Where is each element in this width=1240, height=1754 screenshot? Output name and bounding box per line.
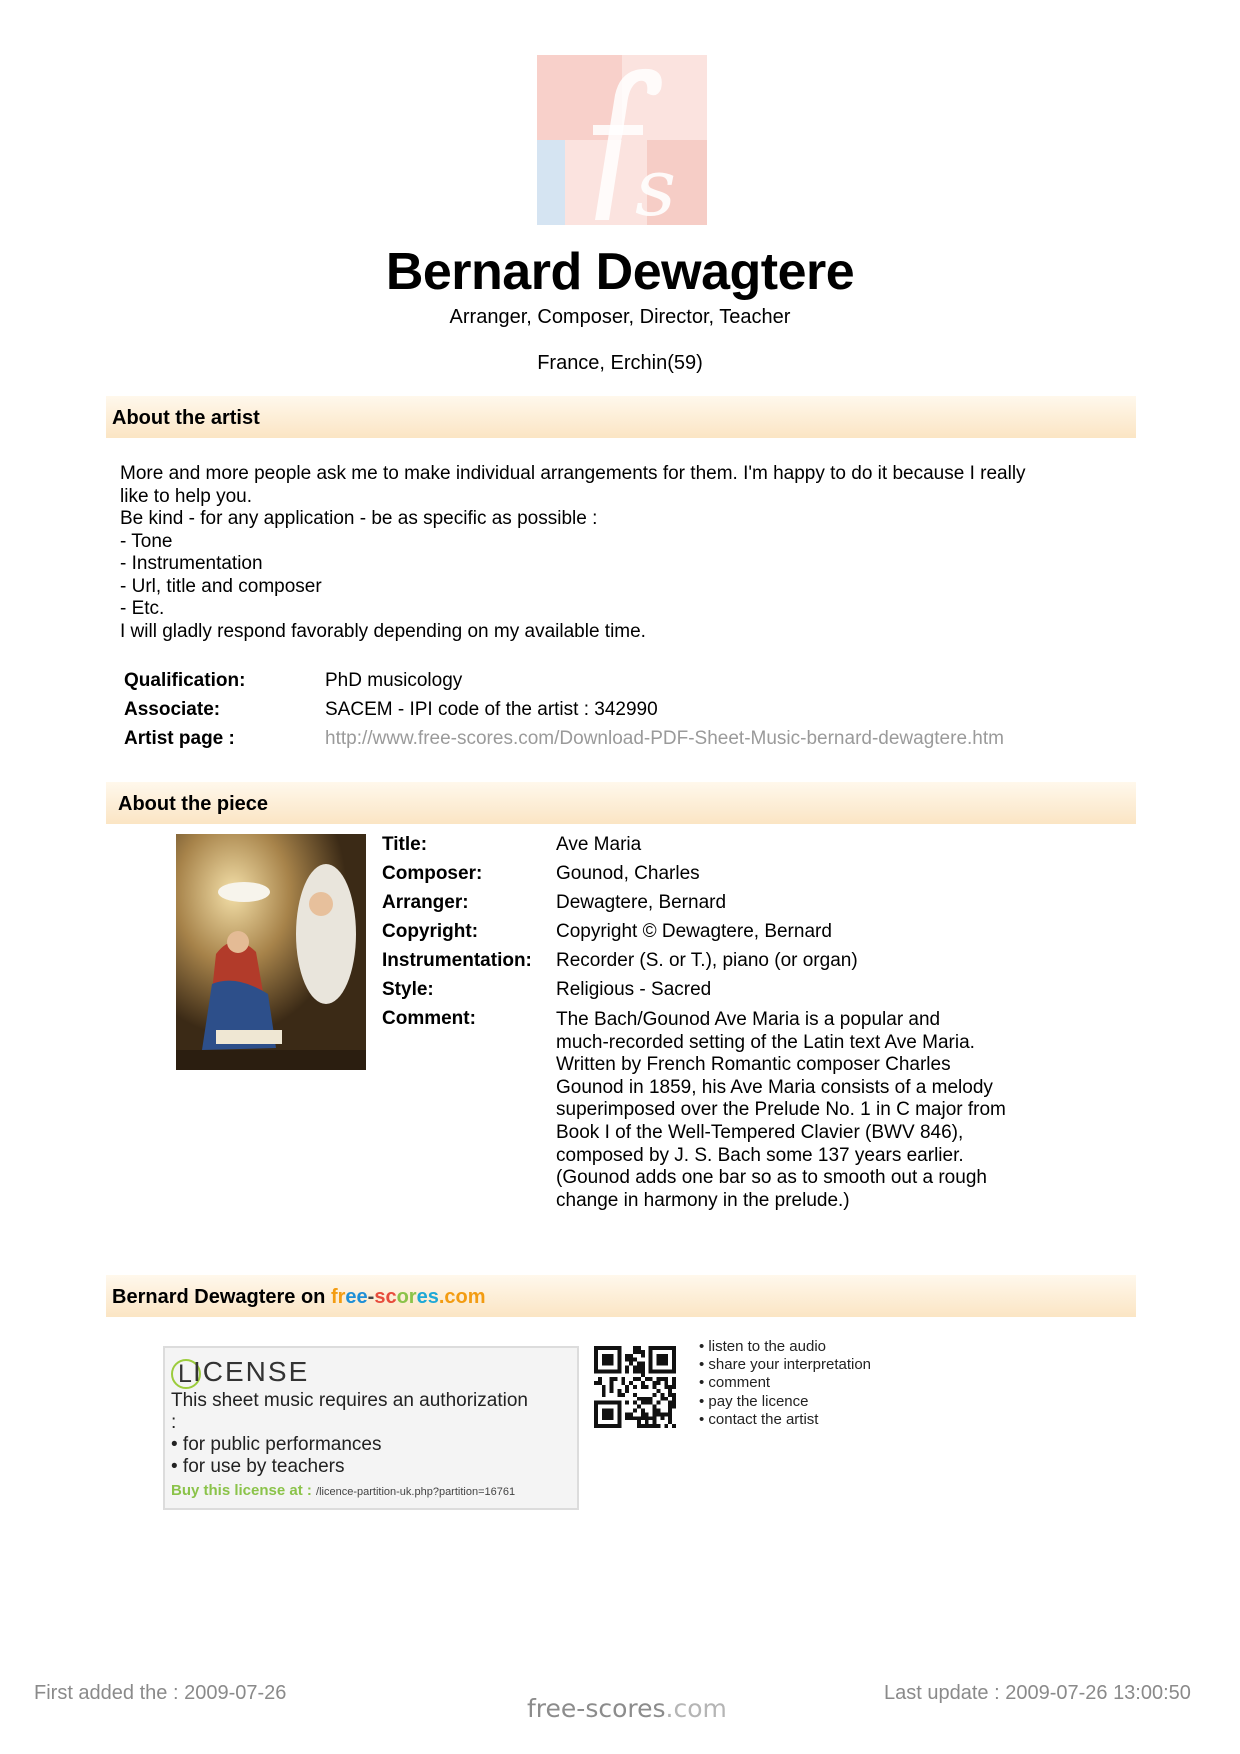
comment-line: much-recorded setting of the Latin text Ave Maria. bbox=[556, 1031, 975, 1053]
copyright-value: Copyright © Dewagtere, Bernard bbox=[556, 921, 832, 942]
comment-line: The Bach/Gounod Ave Maria is a popular and bbox=[556, 1009, 941, 1030]
site-part[interactable]: or bbox=[396, 1286, 417, 1308]
site-part[interactable]: es bbox=[416, 1286, 439, 1308]
artist-roles: Arranger, Composer, Director, Teacher bbox=[449, 306, 791, 328]
footer-brand-suffix: .com bbox=[665, 1694, 727, 1723]
artist-name: Bernard Dewagtere bbox=[385, 243, 855, 301]
qr-code[interactable] bbox=[594, 1346, 676, 1428]
license-desc-line: : bbox=[171, 1412, 177, 1433]
about-piece-title: About the piece bbox=[118, 793, 269, 815]
associate-value: SACEM - IPI code of the artist : 342990 bbox=[325, 699, 658, 720]
buy-license-link[interactable]: /licence-partition-uk.php?partition=16761 bbox=[316, 1486, 516, 1498]
comment-label: Comment: bbox=[382, 1008, 476, 1029]
about-line: - Etc. bbox=[120, 598, 165, 619]
about-artist-text bbox=[120, 463, 1120, 643]
copyright-label: Copyright: bbox=[382, 921, 479, 942]
composer-value: Gounod, Charles bbox=[556, 863, 700, 884]
artist-page-label: Artist page : bbox=[124, 728, 235, 749]
license-l-circle: L bbox=[171, 1359, 201, 1389]
last-update: Last update : 2009-07-26 13:00:50 bbox=[884, 1682, 1191, 1704]
site-part[interactable]: sc bbox=[374, 1286, 397, 1308]
action-listen-audio[interactable]: • listen to the audio bbox=[699, 1338, 827, 1355]
site-part[interactable]: ee bbox=[345, 1286, 368, 1308]
comment-line: Book I of the Well-Tempered Clavier (BWV 846), bbox=[556, 1121, 964, 1143]
license-desc-line: This sheet music requires an authorization bbox=[171, 1390, 528, 1411]
about-line: - Tone bbox=[120, 530, 173, 552]
buy-license-label: Buy this license at : bbox=[171, 1482, 312, 1499]
about-artist-title: About the artist bbox=[112, 407, 260, 429]
about-piece-header bbox=[106, 782, 1136, 824]
artist-location: France, Erchin(59) bbox=[537, 352, 703, 374]
about-line: like to help you. bbox=[120, 485, 253, 507]
on-site-title bbox=[112, 1286, 486, 1309]
free-scores-logo bbox=[537, 55, 707, 225]
style-value: Religious - Sacred bbox=[556, 979, 712, 1000]
site-part[interactable]: .com bbox=[438, 1286, 486, 1308]
license-desc bbox=[171, 1390, 571, 1478]
action-pay-licence[interactable]: • pay the licence bbox=[699, 1392, 809, 1410]
instrumentation-value: Recorder (S. or T.), piano (or organ) bbox=[556, 950, 858, 971]
comment-line: (Gounod adds one bar so as to smooth out a rough bbox=[556, 1167, 987, 1189]
license-use: • for public performances bbox=[171, 1434, 382, 1455]
title-value: Ave Maria bbox=[556, 834, 642, 855]
action-contact-artist[interactable]: • contact the artist bbox=[699, 1410, 819, 1428]
license-buy bbox=[171, 1482, 515, 1499]
arranger-value: Dewagtere, Bernard bbox=[556, 892, 727, 913]
comment-line: Gounod in 1859, his Ave Maria consists of a melody bbox=[556, 1076, 993, 1098]
comment-line: change in harmony in the prelude.) bbox=[556, 1189, 850, 1211]
license-title-rest: ICENSE bbox=[193, 1356, 310, 1387]
footer-brand-main: free-scores bbox=[527, 1694, 666, 1723]
site-part[interactable]: - bbox=[367, 1286, 375, 1308]
about-line: - Instrumentation bbox=[120, 553, 263, 574]
comment-line: composed by J. S. Bach some 137 years earlier. bbox=[556, 1144, 964, 1166]
qualification-label: Qualification: bbox=[124, 670, 246, 691]
instrumentation-label: Instrumentation: bbox=[382, 950, 532, 971]
comment-text bbox=[556, 1009, 1076, 1212]
about-line: More and more people ask me to make individual arrangements for them. I'm happy to do it because I really bbox=[120, 463, 1026, 484]
action-share-interpretation[interactable]: • share your interpretation bbox=[699, 1356, 872, 1374]
svg-text:s: s bbox=[635, 141, 677, 225]
on-site-prefix: Bernard Dewagtere on bbox=[112, 1286, 331, 1308]
about-artist-header bbox=[106, 396, 1136, 438]
about-line: - Url, title and composer bbox=[120, 575, 322, 597]
qualification-value: PhD musicology bbox=[325, 670, 463, 691]
comment-line: Written by French Romantic composer Charles bbox=[556, 1054, 951, 1076]
composer-label: Composer: bbox=[382, 863, 483, 884]
artist-page-link[interactable]: http://www.free-scores.com/Download-PDF-Sheet-Music-bernard-dewagtere.htm bbox=[325, 728, 1004, 749]
license-title bbox=[171, 1356, 309, 1389]
footer-brand[interactable] bbox=[527, 1694, 727, 1723]
associate-label: Associate: bbox=[124, 699, 221, 720]
style-label: Style: bbox=[382, 979, 434, 1000]
action-comment[interactable]: • comment bbox=[699, 1374, 771, 1392]
license-use: • for use by teachers bbox=[171, 1456, 345, 1477]
arranger-label: Arranger: bbox=[382, 892, 469, 913]
comment-line: superimposed over the Prelude No. 1 in C major from bbox=[556, 1099, 1006, 1121]
license-box bbox=[163, 1346, 579, 1510]
on-site-header bbox=[106, 1275, 1136, 1317]
actions-list bbox=[699, 1338, 871, 1429]
about-line: I will gladly respond favorably depending on my available time. bbox=[120, 620, 646, 642]
title-label: Title: bbox=[382, 834, 428, 855]
site-part[interactable]: fr bbox=[330, 1286, 346, 1308]
about-line: Be kind - for any application - be as specific as possible : bbox=[120, 508, 598, 529]
first-added: First added the : 2009-07-26 bbox=[34, 1682, 287, 1704]
annunciation-painting bbox=[176, 834, 366, 1070]
